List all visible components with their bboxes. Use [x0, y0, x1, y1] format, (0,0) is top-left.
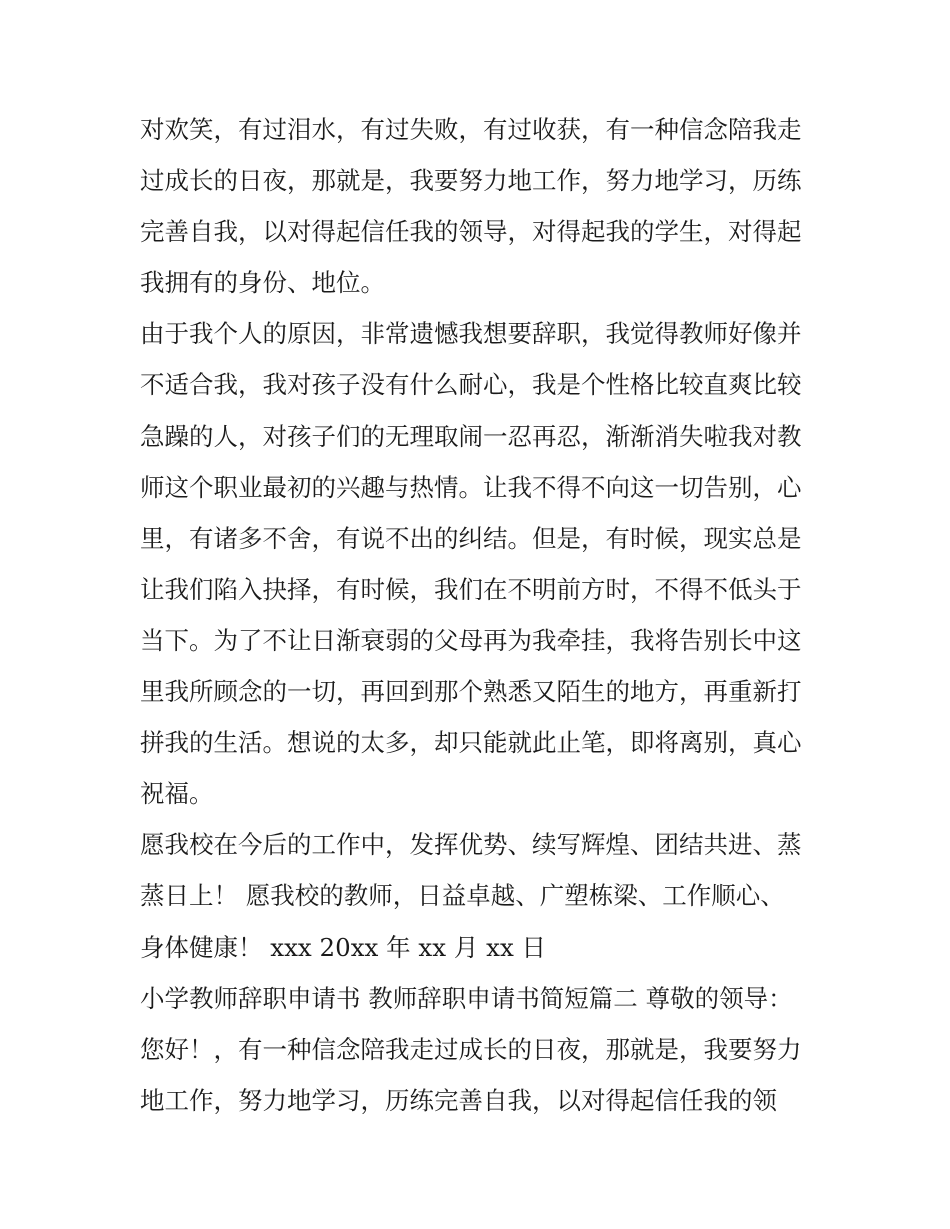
- text-line: 急躁的人，对孩子们的无理取闹一忍再忍，渐渐消失啦我对教: [140, 421, 802, 451]
- text-line: 师这个职业最初的兴趣与热情。让我不得不向这一切告别，心: [140, 472, 802, 502]
- text-line: 祝福。: [140, 779, 214, 809]
- text-line: 让我们陷入抉择，有时候，我们在不明前方时，不得不低头于: [140, 574, 802, 604]
- text-line: 愿我校在今后的工作中，发挥优势、续写辉煌、团结共进、蒸: [140, 830, 802, 860]
- text-line: 由于我个人的原因，非常遗憾我想要辞职，我觉得教师好像并: [140, 319, 802, 349]
- text-line: 地工作，努力地学习，历练完善自我，以对得起信任我的领: [140, 1085, 777, 1115]
- text-line: 过成长的日夜，那就是，我要努力地工作，努力地学习，历练: [140, 166, 802, 196]
- text-line: 里我所顾念的一切，再回到那个熟悉又陌生的地方，再重新打: [140, 677, 802, 707]
- text-line: 当下。为了不让日渐衰弱的父母再为我牵挂，我将告别长中这: [140, 625, 802, 655]
- text-line: 不适合我，我对孩子没有什么耐心，我是个性格比较直爽比较: [140, 370, 802, 400]
- text-line: 蒸日上！ 愿我校的教师，日益卓越、广塑栋梁、工作顺心、: [140, 881, 785, 911]
- text-line: 拼我的生活。想说的太多，却只能就此止笔，即将离别，真心: [140, 728, 802, 758]
- text-line: 身体健康！ xxx 20xx 年 xx 月 xx 日: [140, 932, 547, 962]
- text-line: 对欢笑，有过泪水，有过失败，有过收获，有一种信念陪我走: [140, 115, 802, 144]
- document-body: [140, 104, 820, 1126]
- text-line: 完善自我，以对得起信任我的领导，对得起我的学生，对得起: [140, 217, 802, 247]
- text-line: 里，有诸多不舍，有说不出的纠结。但是，有时候，现实总是: [140, 523, 802, 553]
- text-line: 我拥有的身份、地位。: [140, 268, 385, 298]
- text-line: 您好！，有一种信念陪我走过成长的日夜，那就是，我要努力: [140, 1034, 802, 1064]
- text-line: 小学教师辞职申请书 教师辞职申请书简短篇二 尊敬的领导：: [140, 983, 793, 1013]
